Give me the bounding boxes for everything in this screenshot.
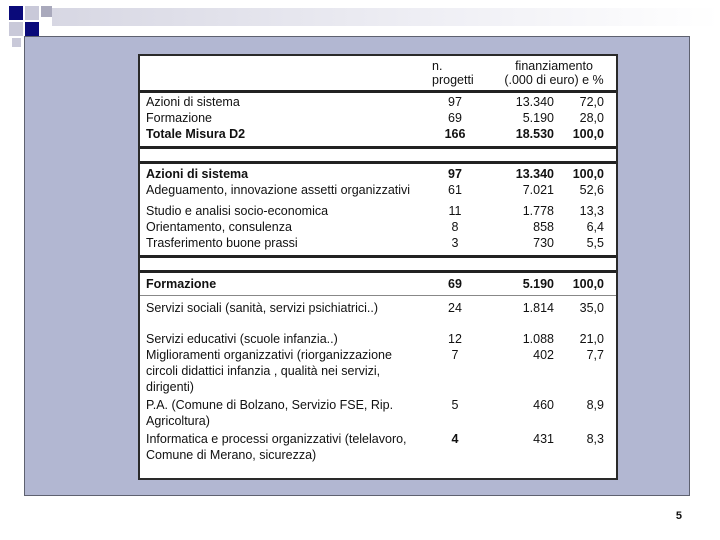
table-row-pct: 21,0 [579,332,604,346]
table-row-label: Servizi sociali (sanità, servizi psichiatrici..) [146,301,379,315]
decor-square-light [25,6,39,20]
summary-total-n: 166 [444,127,466,141]
header-n-line1: n. [432,59,443,73]
divider [140,161,616,164]
table-row-fin: 402 [533,348,554,362]
summary-pct: 28,0 [579,111,604,125]
table-row-n: 24 [448,301,462,315]
decor-square-light [12,38,21,47]
label-line: Informatica e processi organizzativi (telelavoro, [146,432,407,446]
table-row-pct: 7,7 [586,348,604,362]
divider [140,270,616,273]
table-row-label: Studio e analisi socio-economica [146,204,329,218]
summary-total-pct: 100,0 [572,127,604,141]
table-row-n: 4 [451,432,459,446]
summary-fin: 13.340 [515,95,554,109]
decor-square-light [9,22,23,36]
table-row-label: Trasferimento buone prassi [146,236,298,250]
table-row-label [146,432,407,462]
azioni-title-fin: 13.340 [515,167,554,181]
summary-pct: 72,0 [579,95,604,109]
summary-label: Azioni di sistema [146,95,240,109]
table-row-pct: 13,3 [579,204,604,218]
decor-square-blue [9,6,23,20]
summary-n: 97 [448,95,462,109]
table-row-label [146,398,393,428]
azioni-title-label: Azioni di sistema [146,167,249,181]
header-fin-line2: (.000 di euro) e % [504,73,604,87]
label-line: P.A. (Comune di Bolzano, Servizio FSE, Rip. [146,398,394,412]
table-row-fin: 460 [533,398,554,412]
table-row-n: 8 [451,220,459,234]
label-line: Miglioramenti organizzativi (riorganizzazione [146,348,392,362]
table-row-n: 12 [448,332,462,346]
table-row-fin: 1.088 [522,332,554,346]
formazione-title-pct: 100,0 [572,277,604,291]
header-gradient-bar [52,8,720,26]
divider [140,255,616,258]
label-line: Agricoltura) [146,414,210,428]
formazione-title-label: Formazione [146,277,217,291]
table-row-label [146,348,392,394]
table-row-fin: 730 [533,236,554,250]
table-row-pct: 8,9 [586,398,604,412]
table-row-label: Servizi educativi (scuole infanzia..) [146,332,338,346]
table-row-pct: 35,0 [579,301,604,315]
divider [140,295,616,296]
table-row-n: 7 [451,348,459,362]
table-row-n: 3 [451,236,459,250]
header-n-line2: progetti [432,73,474,87]
table-row-fin: 1.814 [522,301,554,315]
divider [140,90,616,93]
header-fin-line1: finanziamento [515,59,593,73]
table-row-pct: 5,5 [586,236,604,250]
table-row-n: 11 [448,204,462,218]
page-number: 5 [675,510,682,522]
table-row-label: Adeguamento, innovazione assetti organizzativi [146,183,411,197]
summary-n: 69 [448,111,462,125]
summary-total-fin: 18.530 [515,127,554,141]
table-row-n: 61 [448,183,462,197]
table-row-label: Orientamento, consulenza [146,220,292,234]
table-row-fin: 858 [533,220,554,234]
header-finanziamento [496,59,612,87]
label-line: circoli didattici infanzia , qualità nei servizi, [146,364,381,378]
table-row-fin: 1.778 [522,204,554,218]
azioni-title-n: 97 [448,167,462,181]
label-line: Comune di Merano, sicurezza) [146,448,317,462]
table-row-fin: 431 [533,432,554,446]
table-row-pct: 52,6 [579,183,604,197]
formazione-title-fin: 5.190 [522,277,554,291]
table-row-pct: 6,4 [586,220,604,234]
table-row-fin: 7.021 [522,183,554,197]
decor-square-gray [41,6,52,17]
decor-square-blue [25,22,39,36]
table-row-n: 5 [451,398,459,412]
label-line: dirigenti) [146,380,194,394]
formazione-title-n: 69 [448,277,462,291]
azioni-title-pct: 100,0 [572,167,604,181]
summary-label: Formazione [146,111,212,125]
header-n [432,59,474,87]
divider [140,146,616,149]
summary-total-label: Totale Misura D2 [146,127,246,141]
summary-fin: 5.190 [522,111,554,125]
table-row-pct: 8,3 [586,432,604,446]
